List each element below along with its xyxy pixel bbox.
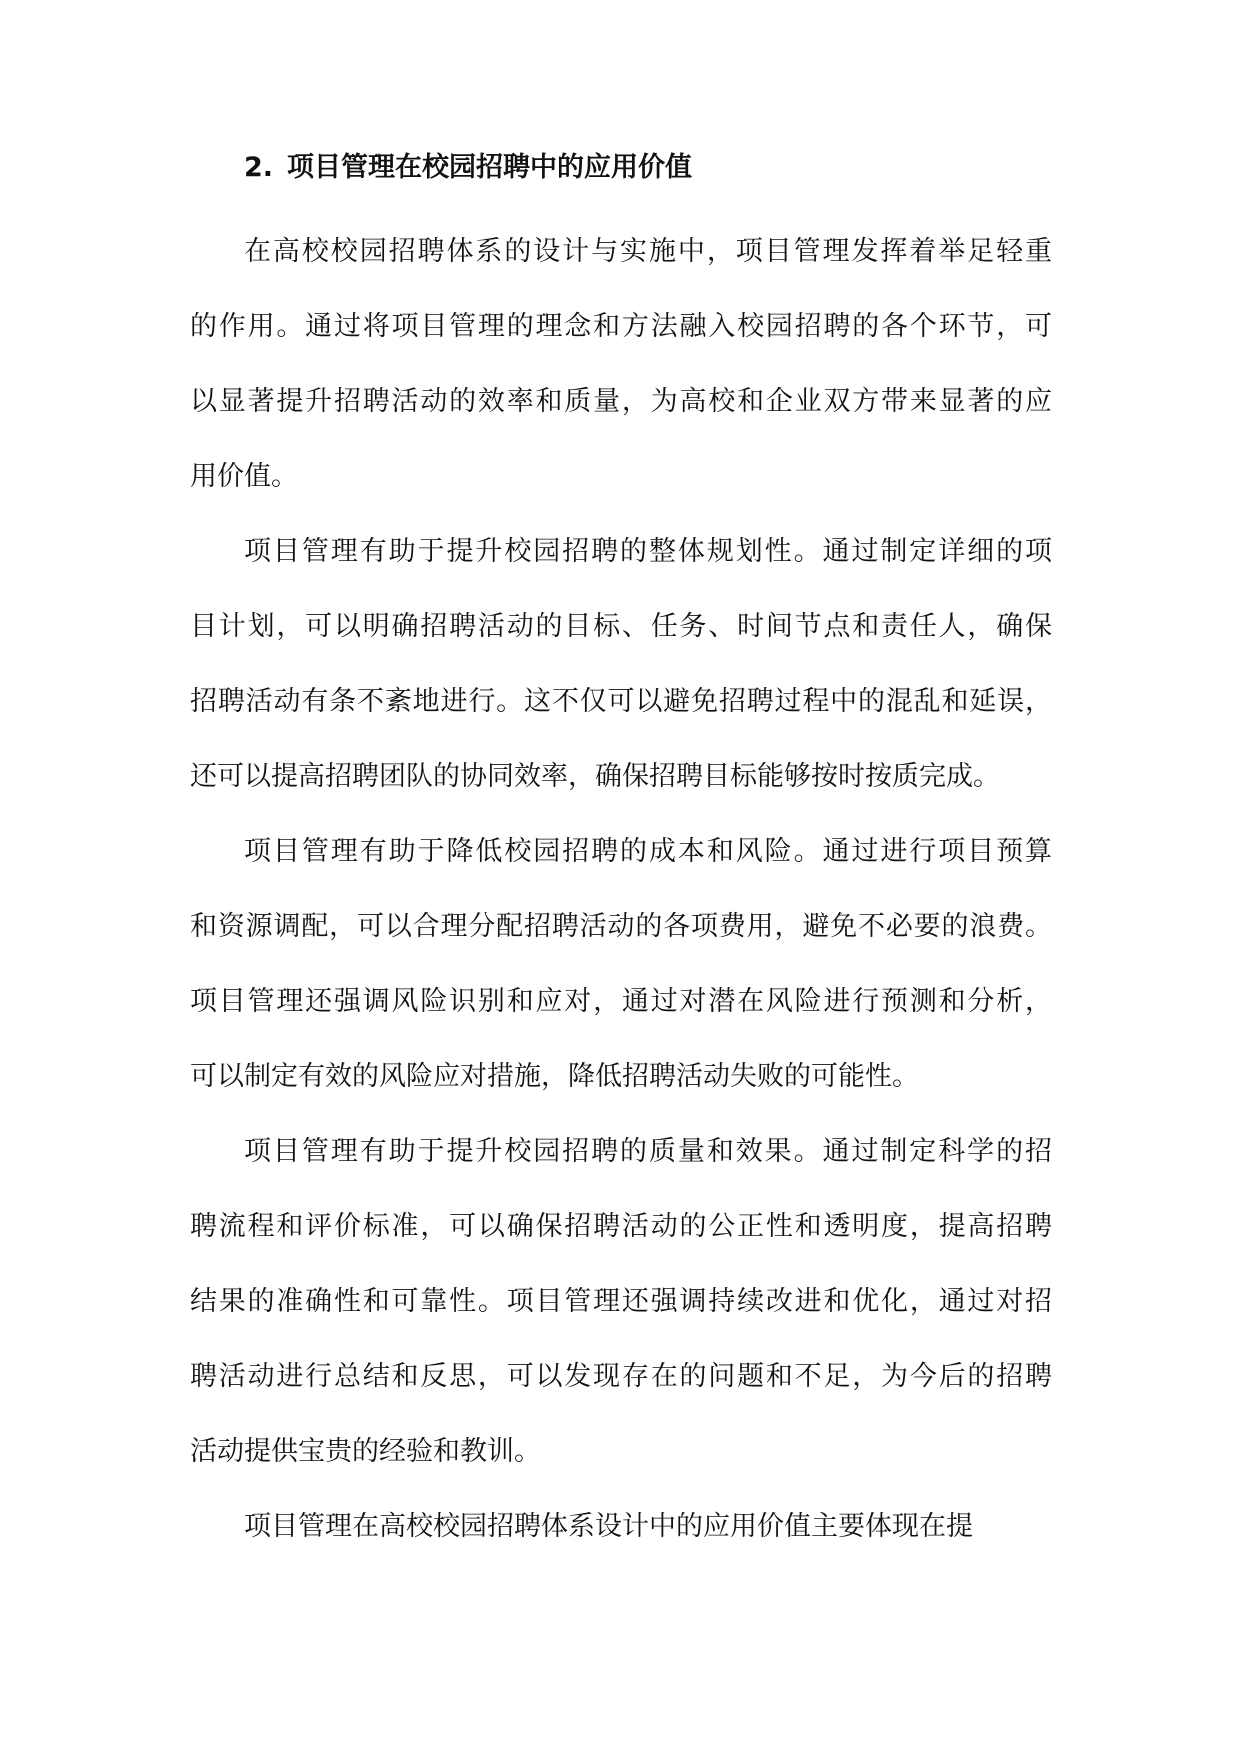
paragraph-5 <box>190 1489 1052 1564</box>
paragraph-line: 项目管理有助于降低校园招聘的成本和风险。通过进行项目预算 <box>244 836 1052 867</box>
paragraph-line: 以显著提升招聘活动的效率和质量，为高校和企业双方带来显著的应 <box>190 386 1052 417</box>
paragraph-2 <box>190 514 1052 814</box>
section-title: 项目管理在校园招聘中的应用价值 <box>287 152 693 183</box>
paragraph-line: 项目管理还强调风险识别和应对，通过对潜在风险进行预测和分析， <box>190 986 1052 1017</box>
paragraph-line: 用价值。 <box>190 461 298 492</box>
paragraph-line: 聘活动进行总结和反思，可以发现存在的问题和不足，为今后的招聘 <box>190 1361 1052 1392</box>
paragraph-line: 可以制定有效的风险应对措施，降低招聘活动失败的可能性。 <box>190 1061 919 1092</box>
section-heading <box>244 148 1052 188</box>
paragraph-line: 活动提供宝贵的经验和教训。 <box>190 1436 541 1467</box>
paragraph-line: 项目管理有助于提升校园招聘的整体规划性。通过制定详细的项 <box>244 536 1052 567</box>
paragraph-line: 招聘活动有条不紊地进行。这不仅可以避免招聘过程中的混乱和延误， <box>190 686 1052 717</box>
paragraph-line: 的作用。通过将项目管理的理念和方法融入校园招聘的各个环节，可 <box>190 311 1052 342</box>
document-body <box>190 148 1052 1564</box>
section-number: 2. <box>244 152 274 183</box>
paragraph-line: 目计划，可以明确招聘活动的目标、任务、时间节点和责任人，确保 <box>190 611 1052 642</box>
paragraph-line: 和资源调配，可以合理分配招聘活动的各项费用，避免不必要的浪费。 <box>190 911 1052 942</box>
paragraph-line: 项目管理有助于提升校园招聘的质量和效果。通过制定科学的招 <box>244 1136 1052 1167</box>
paragraph-line: 结果的准确性和可靠性。项目管理还强调持续改进和优化，通过对招 <box>190 1286 1052 1317</box>
paragraph-line: 聘流程和评价标准，可以确保招聘活动的公正性和透明度，提高招聘 <box>190 1211 1052 1242</box>
paragraph-line: 项目管理在高校校园招聘体系设计中的应用价值主要体现在提 <box>244 1511 973 1542</box>
paragraph-3 <box>190 814 1052 1114</box>
paragraph-1 <box>190 214 1052 514</box>
paragraph-line: 在高校校园招聘体系的设计与实施中，项目管理发挥着举足轻重 <box>244 236 1052 267</box>
paragraph-4 <box>190 1114 1052 1489</box>
paragraph-line: 还可以提高招聘团队的协同效率，确保招聘目标能够按时按质完成。 <box>190 761 1000 792</box>
